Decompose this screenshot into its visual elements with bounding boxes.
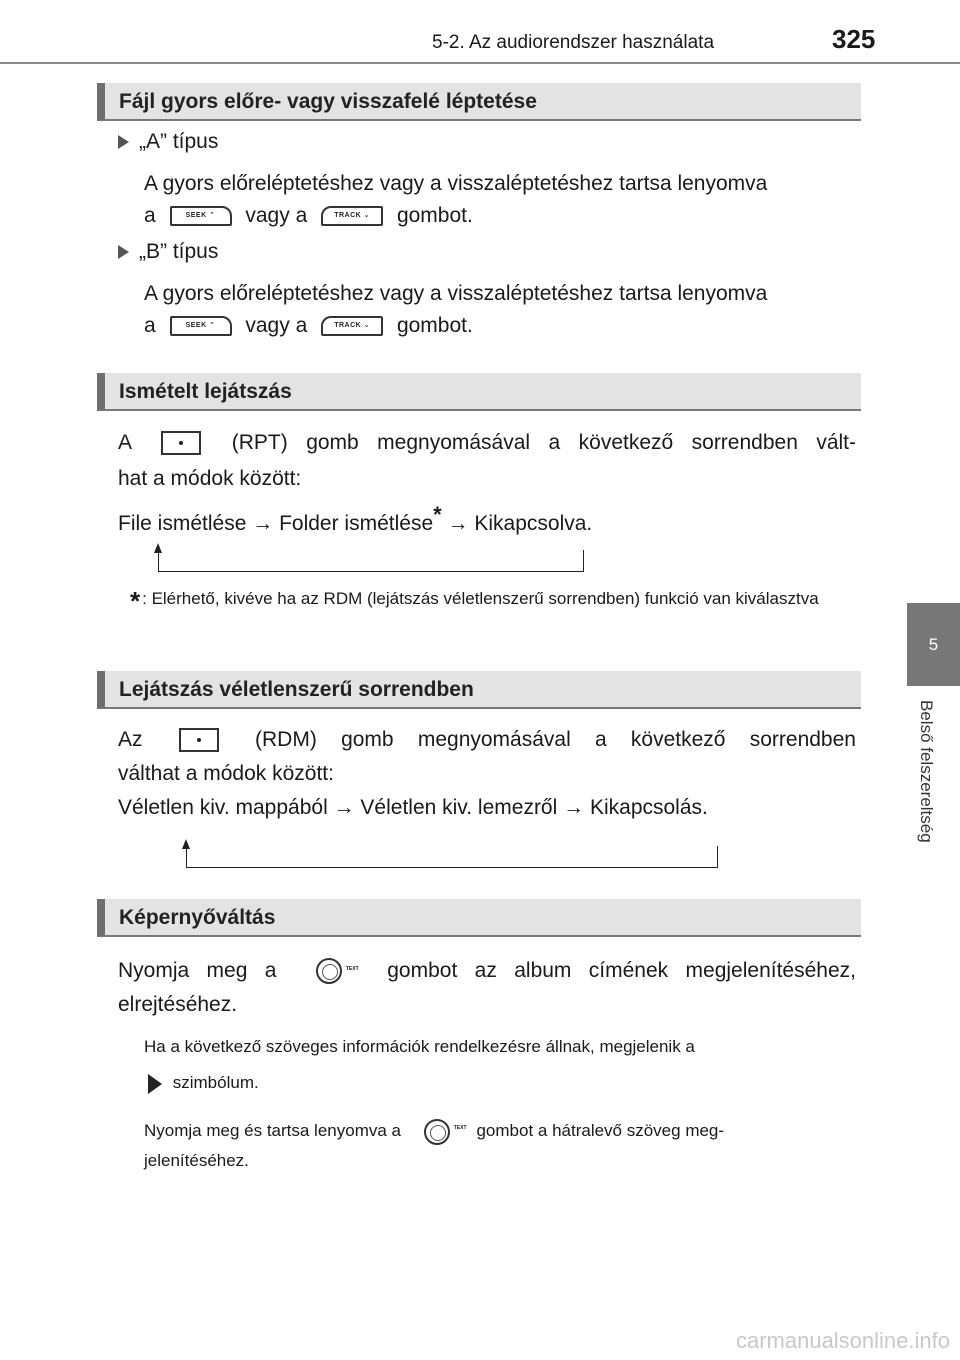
track-button-icon: TRACK ⌄	[321, 206, 383, 226]
knob-label: TEXT	[453, 1124, 467, 1131]
word: vagy a	[245, 314, 308, 337]
header-rule	[0, 62, 960, 64]
section-heading-display	[97, 899, 861, 937]
word: gombot az album címének megjelenítéséhez,	[387, 959, 856, 982]
arrow: →	[447, 512, 469, 535]
note-line: Ha a következő szöveges információk rendelkezésre állnak, megjelenik a	[144, 1037, 695, 1056]
type-label: „A” típus	[139, 130, 219, 153]
watermark: carmanualsonline.info	[735, 1328, 950, 1353]
type-b-heading	[118, 240, 218, 264]
seek-button-icon: SEEK ⌃	[170, 206, 232, 226]
section-heading-fast-forward	[97, 83, 861, 121]
display-note-2	[144, 1116, 856, 1176]
arrow: →	[563, 796, 585, 819]
cycle-arrow-icon	[182, 839, 190, 849]
word: Nyomja meg és tartsa lenyomva a	[144, 1121, 401, 1140]
word: a	[144, 204, 156, 227]
rdm-button-icon	[179, 728, 219, 752]
word: (RPT) gomb megnyomásával a következő sorrendben vált-	[231, 431, 856, 454]
cycle-loop-line	[186, 846, 718, 868]
cycle-loop-line	[158, 550, 584, 572]
display-paragraph	[118, 954, 856, 1022]
note-line	[144, 1116, 856, 1146]
word: Véletlen kiv. lemezről	[360, 796, 558, 819]
section-title: Fájl gyors előre- vagy visszafelé léptetése	[119, 90, 537, 113]
bullet-triangle-icon	[118, 245, 129, 259]
more-text-symbol-icon	[148, 1074, 162, 1094]
running-header: 5-2. Az audiorendszer használata	[432, 32, 715, 53]
word: a	[144, 314, 156, 337]
word: Véletlen kiv. mappából	[118, 796, 328, 819]
paragraph-line	[118, 723, 856, 757]
note-line	[144, 1068, 856, 1098]
rpt-button-icon	[161, 431, 201, 455]
section-heading-repeat	[97, 373, 861, 411]
arrow: →	[252, 512, 274, 535]
section-title: Képernyőváltás	[119, 906, 276, 929]
cycle-arrow-icon	[154, 543, 162, 553]
arrow: →	[333, 796, 355, 819]
type-b-paragraph	[144, 279, 856, 341]
paragraph-line	[144, 201, 856, 231]
paragraph-line: hat a módok között:	[118, 467, 302, 490]
seek-button-icon: SEEK ⌃	[170, 316, 232, 336]
word: gombot.	[396, 204, 473, 227]
random-paragraph	[118, 723, 856, 825]
paragraph-line	[144, 311, 856, 341]
word: szimbólum.	[172, 1073, 259, 1092]
bullet-triangle-icon	[118, 135, 129, 149]
word: Az	[118, 728, 143, 751]
chapter-label-text: Belső felszereltség	[917, 700, 936, 843]
word: gombot.	[396, 314, 473, 337]
word: Kikapcsolva.	[474, 512, 593, 535]
word: File ismétlése	[118, 512, 247, 535]
word: Folder ismétlése	[279, 512, 434, 535]
footnote	[130, 586, 856, 614]
paragraph-line: A gyors előreléptetéshez vagy a visszaléptetéshez tartsa lenyomva	[144, 282, 768, 305]
section-title: Ismételt lejátszás	[119, 380, 292, 403]
paragraph-line	[118, 425, 856, 461]
paragraph-line: elrejtéséhez.	[118, 993, 238, 1016]
track-button-icon: TRACK ⌄	[321, 316, 383, 336]
word: Kikapcsolás.	[589, 796, 708, 819]
section-title: Lejátszás véletlenszerű sorrendben	[119, 678, 474, 701]
word: (RDM) gomb megnyomásával a következő sorrendben	[255, 728, 856, 751]
word: gombot a hátralevő szöveg meg-	[476, 1121, 725, 1140]
text-knob-icon	[424, 1119, 467, 1145]
knob-label: TEXT	[345, 966, 359, 973]
chapter-label	[906, 700, 946, 870]
word: vagy a	[245, 204, 308, 227]
paragraph-line: A gyors előreléptetéshez vagy a visszaléptetéshez tartsa lenyomva	[144, 172, 768, 195]
chapter-tab: 5	[907, 603, 960, 686]
repeat-paragraph	[118, 425, 856, 542]
text-knob-icon	[316, 958, 359, 984]
paragraph-line	[118, 791, 856, 825]
section-heading-random	[97, 671, 861, 709]
paragraph-line	[118, 497, 856, 542]
note-line: jelenítéséhez.	[144, 1151, 249, 1170]
word: Nyomja meg a	[118, 959, 277, 982]
type-a-paragraph	[144, 169, 856, 231]
page-number: 325	[832, 24, 876, 54]
display-note-1	[144, 1032, 856, 1098]
footnote-text: : Elérhető, kivéve ha az RDM (lejátszás véletlenszerű sorrendben) funkció van kiválasztva	[142, 589, 819, 608]
paragraph-line: válthat a módok között:	[118, 762, 334, 785]
type-label: „B” típus	[139, 240, 219, 263]
word: A	[118, 431, 131, 454]
paragraph-line	[118, 954, 856, 988]
footnote-star: *	[433, 502, 442, 527]
footnote-star: *	[130, 586, 141, 616]
type-a-heading	[118, 130, 218, 154]
